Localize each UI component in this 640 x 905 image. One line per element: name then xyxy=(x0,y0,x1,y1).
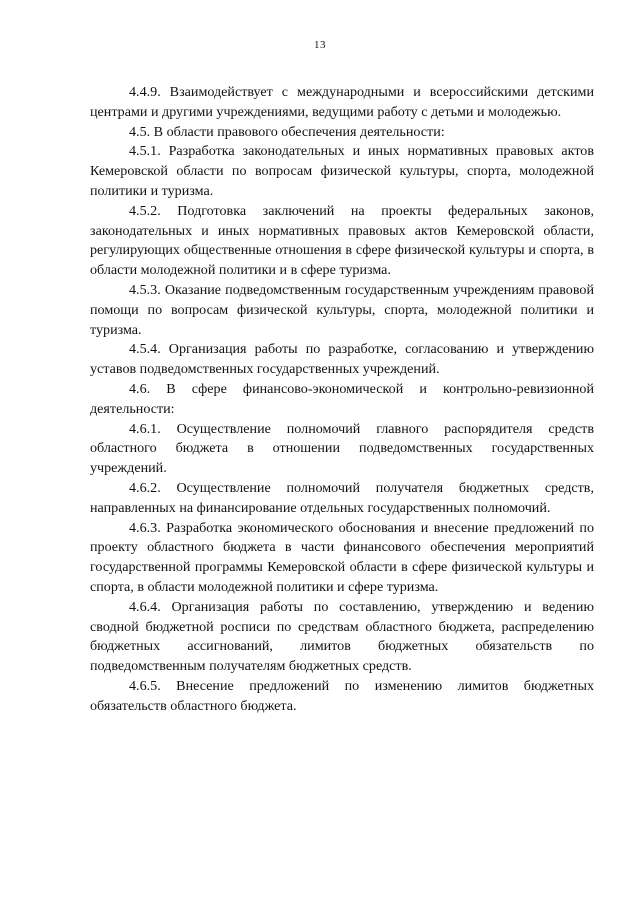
paragraph-4-5-4: 4.5.4. Организация работы по разработке, согласованию и утверждению уставов подведомственных государственных учреждений. xyxy=(90,341,594,378)
section-heading-4-6: 4.6. В сфере финансово-экономической и контрольно-ревизионной деятельности: xyxy=(90,380,594,417)
paragraph-4-5-2: 4.5.2. Подготовка заключений на проекты федеральных законов, законодательных и иных нормативных правовых актов Кемеровской области, регулирующих общественные отношения в сфере физической культуры и спорта, в области молодежной политики и в сфере туризма. xyxy=(90,202,594,279)
page-number: 13 xyxy=(314,39,326,51)
paragraph-4-6-5: 4.6.5. Внесение предложений по изменению лимитов бюджетных обязательств областного бюджета. xyxy=(90,677,594,714)
paragraph-4-6-1: 4.6.1. Осуществление полномочий главного распорядителя средств областного бюджета в отношении подведомственных государственных учреждений. xyxy=(90,420,594,477)
document-body xyxy=(90,83,594,717)
paragraph-4-4-9: 4.4.9. Взаимодействует с международными и всероссийскими детскими центрами и другими учреждениями, ведущими работу с детьми и молодежью. xyxy=(90,84,594,120)
paragraph-4-6-3: 4.6.3. Разработка экономического обоснования и внесение предложений по проекту областного бюджета в части финансового обеспечения мероприятий государственной программы Кемеровской области в сфере физической культуры и спорта, в области молодежной политики и сфере туризма. xyxy=(90,519,594,595)
paragraph-4-6-2: 4.6.2. Осуществление полномочий получателя бюджетных средств, направленных на финансирование отдельных государственных полномочий. xyxy=(90,479,594,516)
paragraph-4-5-1: 4.5.1. Разработка законодательных и иных нормативных правовых актов Кемеровской области по вопросам физической культуры, спорта, молодежной политики и туризма. xyxy=(90,143,594,199)
section-heading-4-5: 4.5. В области правового обеспечения деятельности: xyxy=(129,123,445,140)
paragraph-4-5-3: 4.5.3. Оказание подведомственным государственным учреждениям правовой помощи по вопросам физической культуры, спорта, молодежной политики и туризма. xyxy=(90,281,594,338)
paragraph-4-6-4: 4.6.4. Организация работы по составлению, утверждению и ведению сводной бюджетной росписи по средствам областного бюджета, распределению бюджетных ассигнований, лимитов бюджетных обязательств по подведомственным получателям бюджетных средств. xyxy=(90,598,594,675)
